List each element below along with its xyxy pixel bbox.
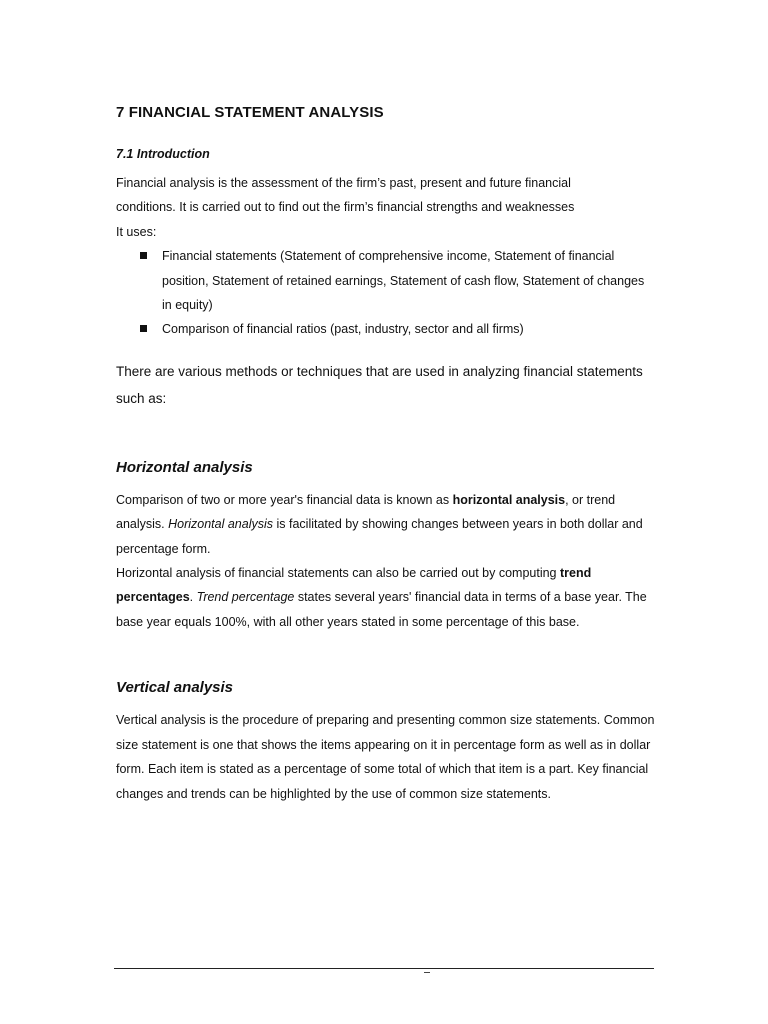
page-content — [116, 103, 656, 806]
list-item-text: Financial statements (Statement of comprehensive income, Statement of financial position, Statement of retained earnings, Statement of cash flow, Statement of changes in equity) — [162, 249, 645, 313]
intro-line-1: Financial analysis is the assessment of the firm’s past, present and future financial — [116, 176, 571, 190]
horizontal-analysis-heading: Horizontal analysis — [116, 458, 253, 476]
square-bullet-icon — [140, 252, 147, 259]
vertical-analysis-heading: Vertical analysis — [116, 679, 234, 697]
bold-term: horizontal analysis — [452, 492, 566, 507]
list-item-text: Comparison of financial ratios (past, industry, sector and all firms) — [162, 322, 524, 337]
uses-list — [116, 244, 656, 342]
bold-term: trend percentages — [116, 566, 592, 605]
page-number-mark — [424, 972, 430, 973]
text-run: Horizontal analysis of financial statements can also be carried out by computing — [116, 566, 560, 581]
methods-paragraph: There are various methods or techniques that are used in analyzing financial statements such as: — [116, 363, 643, 406]
text-run: . — [189, 590, 197, 605]
chapter-title: 7 FINANCIAL STATEMENT ANALYSIS — [116, 104, 384, 121]
uses-label: It uses: — [116, 224, 157, 239]
text-run: Comparison of two or more year's financial data is known as — [116, 492, 453, 507]
list-item — [162, 317, 656, 341]
vertical-paragraph: Vertical analysis is the procedure of preparing and presenting common size statements. Common size statement is one that shows the items appearing on it in percentage form as well as in dollar form. Each item is stated as a percentage of some total of which that item is a part. Key financial changes and trends can be highlighted by the use of common size statements. — [116, 713, 655, 801]
section-heading-introduction: 7.1 Introduction — [116, 147, 210, 161]
text-run: , or trend analysis. — [116, 492, 616, 532]
footer-divider — [114, 968, 654, 969]
intro-line-2: conditions. It is carried out to find out the firm’s financial strengths and weaknesses — [116, 200, 575, 215]
square-bullet-icon — [140, 325, 147, 332]
horizontal-paragraph-1 — [116, 488, 656, 561]
text-run: states several years' financial data in terms of a base year. The base year equals 100%, with all other years stated in some percentage of this base. — [116, 590, 647, 629]
italic-term: Horizontal analysis — [168, 517, 274, 532]
text-run: is facilitated by showing changes between years in both dollar and percentage form. — [116, 517, 643, 556]
intro-paragraph — [116, 171, 656, 244]
list-item — [162, 244, 656, 317]
italic-term: Trend percentage — [196, 590, 295, 605]
horizontal-paragraph-2 — [116, 561, 656, 634]
